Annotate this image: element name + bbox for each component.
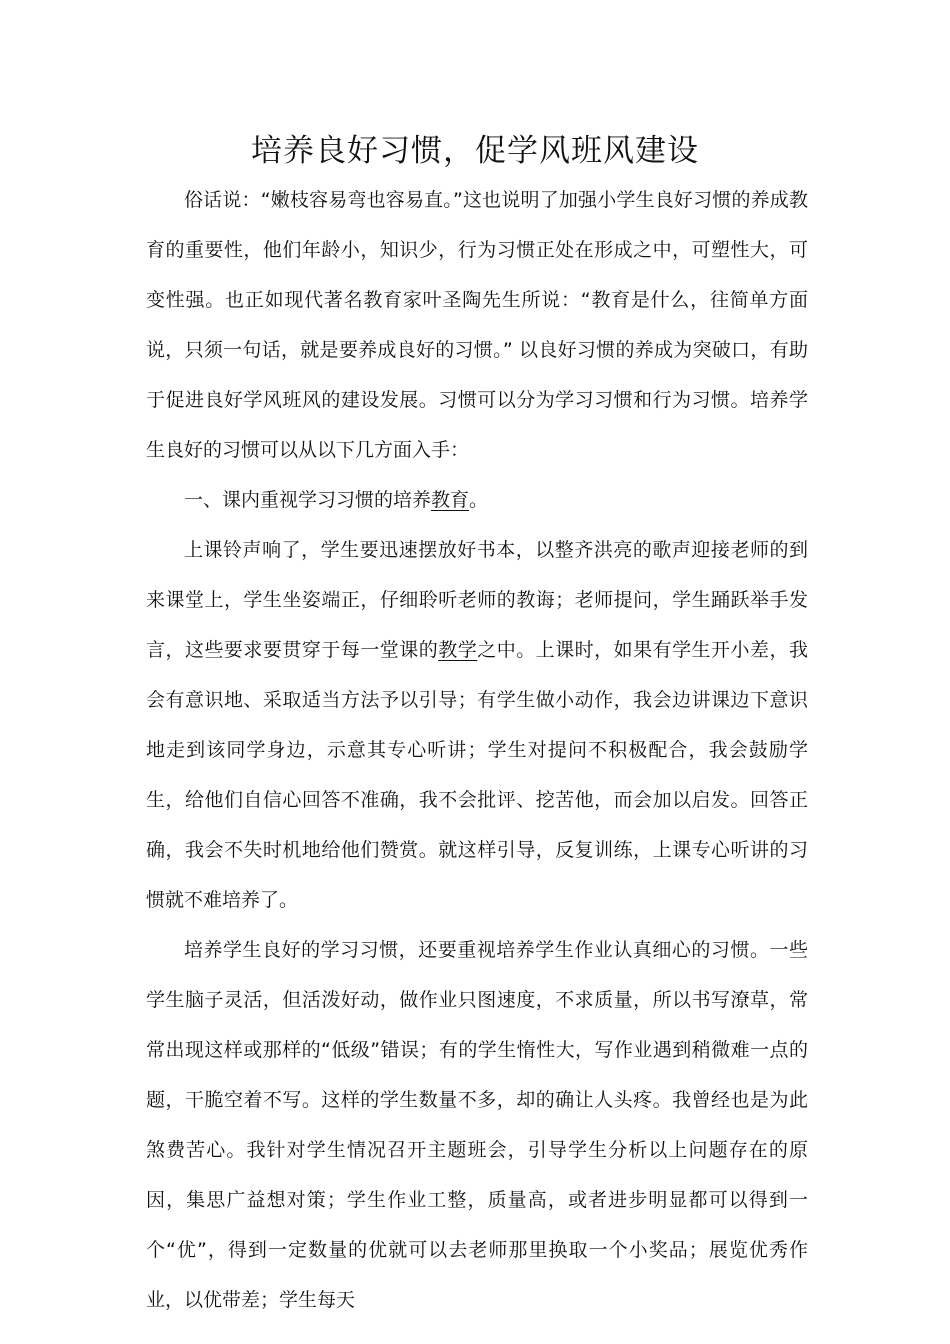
section-heading-1 xyxy=(146,475,808,525)
paragraph-homework: 培养学生良好的学习习惯，还要重视培养学生作业认真细心的习惯。一些学生脑子灵活，但活泼好动，做作业只图速度，不求质量，所以书写潦草，常常出现这样或那样的“低级”错误；有的学生惰性大，写作业遇到稍微难一点的题，干脆空着不写。这样的学生数量不多，却的确让人头疼。我曾经也是为此煞费苦心。我针对学生情况召开主题班会，引导学生分析以上问题存在的原因，集思广益想对策；学生作业工整，质量高，或者进步明显都可以得到一个“优”，得到一定数量的优就可以去老师那里换取一个小奖品；展览优秀作业，以优带差；学生每天 xyxy=(146,939,808,1311)
paragraph-classroom xyxy=(146,525,808,925)
paragraph-classroom-part1: 上课铃声响了，学生要迅速摆放好书本，以整齐洪亮的歌声迎接老师的到来课堂上，学生坐姿端正，仔细聆听老师的教诲；老师提问，学生踊跃举手发言，这些要求要贯穿于每一堂课的 xyxy=(146,539,808,661)
document-body xyxy=(146,175,808,1325)
paragraph-intro: 俗话说：“嫩枝容易弯也容易直。”这也说明了加强小学生良好习惯的养成教育的重要性，他们年龄小，知识少，行为习惯正处在形成之中，可塑性大，可变性强。也正如现代著名教育家叶圣陶先生所说：“教育是什么，往简单方面说，只须一句话，就是要养成良好的习惯。” 以良好习惯的养成为突破口，有助于促进良好学风班风的建设发展。习惯可以分为学习习惯和行为习惯。培养学生良好的习惯可以从以下几方面入手： xyxy=(146,189,808,461)
paragraph-classroom-part2: 之中。上课时，如果有学生开小差，我会有意识地、采取适当方法予以引导；有学生做小动作，我会边讲课边下意识地走到该同学身边，示意其专心听讲；学生对提问不积极配合，我会鼓励学生，给他们自信心回答不准确，我不会批评、挖苦他，而会加以启发。回答正确，我会不失时机地给他们赞赏。就这样引导，反复训练，上课专心听讲的习惯就不难培养了。 xyxy=(146,639,808,911)
section-heading-1-end: 。 xyxy=(469,489,489,511)
section-heading-1-underlined: 教育 xyxy=(431,489,470,511)
document-title: 培养良好习惯，促学风班风建设 xyxy=(251,133,699,169)
section-heading-1-text: 一、课内重视学习习惯的培养 xyxy=(184,489,432,511)
paragraph-classroom-underlined: 教学 xyxy=(438,639,478,661)
